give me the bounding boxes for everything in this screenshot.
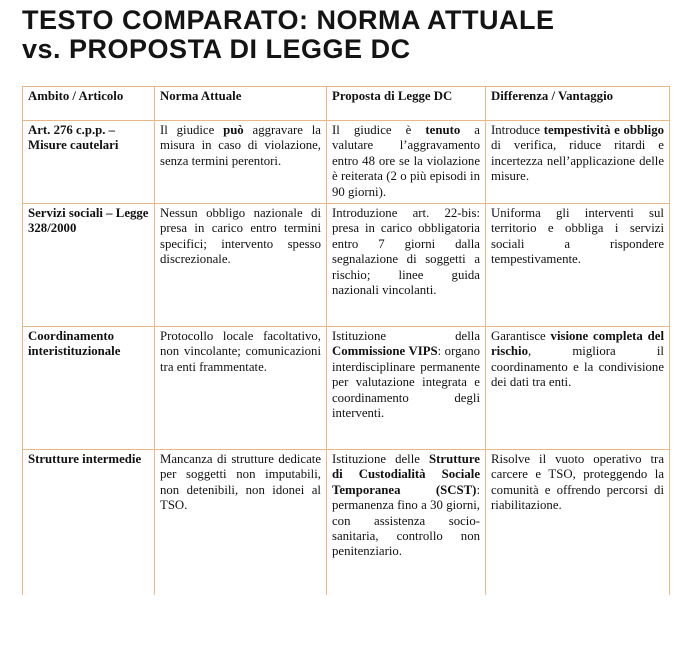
cell-differenza: Uniforma gli interventi sul territorio e obbliga i servizi sociali a rispondere tempestivamente.: [486, 204, 670, 327]
header-differenza: Differenza / Vantaggio: [486, 87, 670, 121]
cell-differenza: Garantisce visione completa del rischio, migliora il coordinamento e la condivisione dei dati tra enti.: [486, 327, 670, 450]
cell-ambito: Servizi sociali – Legge 328/2000: [23, 204, 155, 327]
cell-ambito: Art. 276 c.p.p. – Misure cautelari: [23, 121, 155, 204]
title-line-2: vs. PROPOSTA DI LEGGE DC: [22, 34, 411, 64]
header-norma: Norma Attuale: [155, 87, 327, 121]
cell-differenza: Risolve il vuoto operativo tra carcere e TSO, proteggendo la comunità e offrendo percorsi di riabilitazione.: [486, 450, 670, 596]
cell-norma: Mancanza di strutture dedicate per soggetti non imputabili, non detenibili, non idonei al TSO.: [155, 450, 327, 596]
table-row: [23, 121, 670, 204]
cell-proposta: Introduzione art. 22-bis: presa in carico obbligatoria entro 7 giorni dalla segnalazione di soggetti a rischio; linee guida nazionali vincolanti.: [327, 204, 486, 327]
cell-ambito: Strutture intermedie: [23, 450, 155, 596]
header-ambito: Ambito / Articolo: [23, 87, 155, 121]
cell-norma: Protocollo locale facoltativo, non vincolante; comunicazioni tra enti frammentate.: [155, 327, 327, 450]
table-row: [23, 204, 670, 327]
title-line-1: TESTO COMPARATO: NORMA ATTUALE: [22, 5, 555, 35]
cell-differenza: Introduce tempestività e obbligo di verifica, riduce ritardi e incertezza nell’applicazione delle misure.: [486, 121, 670, 204]
cell-ambito: Coordinamento interistituzionale: [23, 327, 155, 450]
page-title: [22, 6, 672, 64]
table-header-row: [23, 87, 670, 121]
cell-norma: Nessun obbligo nazionale di presa in carico entro termini specifici; intervento spesso discrezionale.: [155, 204, 327, 327]
comparison-table: [22, 86, 670, 595]
cell-proposta: Il giudice è tenuto a valutare l’aggravamento entro 48 ore se la violazione è reiterata (2 o più episodi in 90 giorni).: [327, 121, 486, 204]
cell-proposta: Istituzione della Commissione VIPS: organo interdisciplinare permanente per valutazione integrata e coordinamento degli interventi.: [327, 327, 486, 450]
table-row: [23, 450, 670, 596]
table-row: [23, 327, 670, 450]
header-proposta: Proposta di Legge DC: [327, 87, 486, 121]
cell-proposta: Istituzione delle Strutture di Custodialità Sociale Temporanea (SCST): permanenza fino a 30 giorni, con assistenza socio-sanitaria, controllo non penitenziario.: [327, 450, 486, 596]
cell-norma: Il giudice può aggravare la misura in caso di violazione, senza termini perentori.: [155, 121, 327, 204]
